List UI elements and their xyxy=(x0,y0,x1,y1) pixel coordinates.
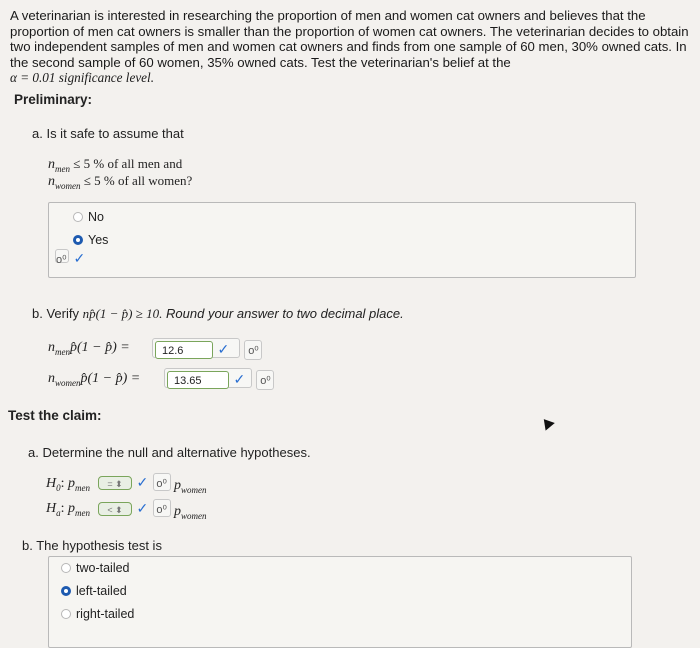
problem-text: A veterinarian is interested in researching the proportion of men and women cat owners and believes that the proportion of men cat owners is smaller than the proportion of women cat owners. The veterinarian decides to obtain two independent samples of men and women cat owners and finds from one sample of 60 men, 30% owned cats. In the second sample of 60 women, 35% owned cats. Test the veterinarian's belief at the xyxy=(10,8,689,70)
preliminary-title: Preliminary: xyxy=(14,92,93,107)
women-value-field[interactable]: 13.65 xyxy=(167,371,229,389)
radio-option-right-tailed[interactable]: right-tailed xyxy=(61,607,134,621)
condition-men: $n_{men} \le 5$ % of all men and xyxy=(48,156,183,174)
check-icon: ✓ xyxy=(217,341,230,357)
row-men: $n_{men}p̂(1$ − p̂) = xyxy=(48,340,130,357)
generate-icon[interactable]: o⁰ xyxy=(153,473,171,491)
check-icon: ✓ xyxy=(233,371,246,387)
test-question-b: b. The hypothesis test is xyxy=(22,538,162,553)
women-answer xyxy=(164,368,274,390)
ha-row: $H_a$: $p_{men}$ xyxy=(46,501,91,518)
prelim-question-a: a. Is it safe to assume that xyxy=(32,126,184,141)
ha-select-wrap xyxy=(98,499,171,518)
check-icon: ✓ xyxy=(136,500,149,516)
men-value-field[interactable]: 12.6 xyxy=(155,341,213,359)
check-icon: ✓ xyxy=(73,250,86,266)
radio-option-left-tailed[interactable]: left-tailed xyxy=(61,584,127,598)
radio-option-yes[interactable]: Yes xyxy=(73,233,108,247)
h0-select-wrap xyxy=(98,473,171,492)
radio-left-tailed[interactable] xyxy=(61,586,71,596)
radio-option-two-tailed[interactable]: two-tailed xyxy=(61,561,130,575)
alpha-line: α = 0.01 significance level. xyxy=(10,70,154,85)
prelim-question-b: b. Verify np̂(1 − p̂) ≥ 10. Round your answer to two decimal place. xyxy=(32,306,404,321)
radio-yes[interactable] xyxy=(73,235,83,245)
radio-no[interactable] xyxy=(73,212,83,222)
row-women: $n_{women}p̂(1$ − p̂) = xyxy=(48,371,141,388)
ha-women: $p_{women}$ xyxy=(174,504,207,521)
radio-right-tailed[interactable] xyxy=(61,609,71,619)
generate-icon[interactable]: o⁰ xyxy=(256,370,274,390)
test-claim-title: Test the claim: xyxy=(8,408,102,423)
test-b-answer-box xyxy=(48,556,632,648)
h0-operator-select[interactable]: = ⬍ xyxy=(98,476,132,490)
cursor-icon xyxy=(539,415,555,430)
h0-row: $H_0$: $p_{men}$ xyxy=(46,476,91,493)
ha-operator-select[interactable]: < ⬍ xyxy=(98,502,132,516)
radio-two-tailed[interactable] xyxy=(61,563,71,573)
problem-statement xyxy=(10,8,690,86)
check-icon: ✓ xyxy=(136,474,149,490)
h0-women: $p_{women}$ xyxy=(174,478,207,495)
men-answer xyxy=(152,338,262,360)
radio-option-no[interactable]: No xyxy=(73,210,104,224)
test-question-a: a. Determine the null and alternative hypotheses. xyxy=(28,445,311,460)
generate-icon[interactable]: o⁰ xyxy=(153,499,171,517)
generate-icon[interactable]: o⁰ xyxy=(244,340,262,360)
prelim-a-answer-box xyxy=(48,202,636,278)
condition-women: $n_{women} \le 5$ % of all women? xyxy=(48,173,193,191)
feedback-row xyxy=(55,249,85,268)
generate-icon[interactable]: o⁰ xyxy=(55,249,69,263)
